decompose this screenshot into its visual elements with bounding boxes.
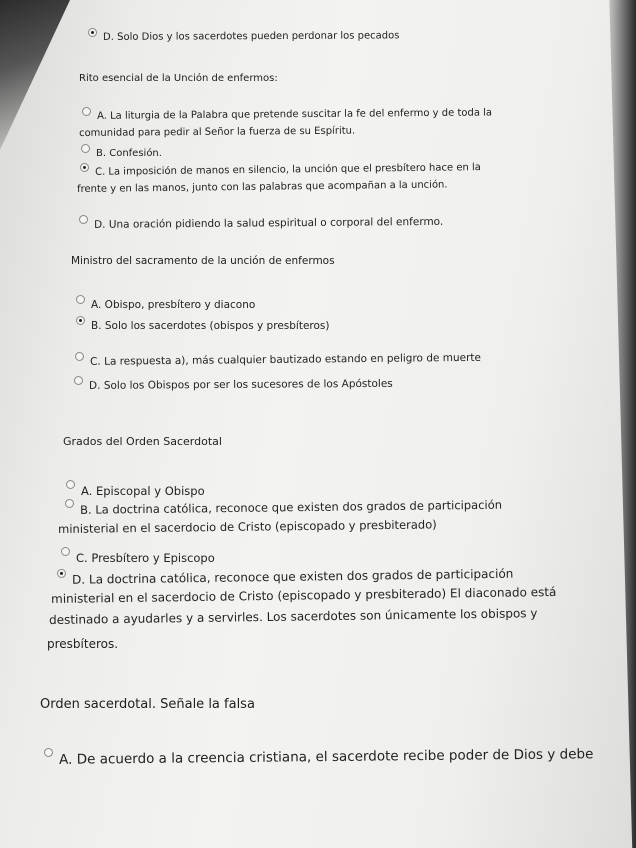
q2-question: Rito esencial de la Unción de enfermos: — [79, 73, 278, 84]
q4-option-b[interactable] — [65, 498, 502, 517]
q1-option-d[interactable] — [88, 30, 399, 43]
q4-option-d-label-cont3: presbíteros. — [47, 637, 119, 651]
q4-option-c-label: C. Presbítero y Episcopo — [76, 551, 215, 565]
q4-option-c-radio[interactable] — [61, 547, 70, 556]
q2-option-d[interactable] — [79, 216, 443, 231]
q2-option-c[interactable] — [80, 162, 481, 178]
q2-option-c-label: C. La imposición de manos en silencio, la unción que el presbítero hace en la — [94, 162, 481, 178]
q5-question: Orden sacerdotal. Señale la falsa — [40, 697, 255, 712]
q2-option-a-radio[interactable] — [82, 107, 91, 116]
q4-option-b-radio[interactable] — [65, 499, 74, 508]
q1-option-d-label: D. Solo Dios y los sacerdotes pueden perdonar los pecados — [102, 30, 400, 43]
q2-option-a-label: A. La liturgia de la Palabra que pretende suscitar la fe del enfermo y de toda la — [96, 107, 493, 122]
q4-option-a-radio[interactable] — [66, 480, 75, 489]
q2-option-a[interactable] — [82, 107, 492, 122]
q4-option-d-radio[interactable] — [57, 569, 66, 578]
q2-option-b-radio[interactable] — [81, 144, 90, 153]
q3-option-a[interactable] — [76, 299, 255, 311]
q4-option-a[interactable] — [66, 484, 205, 498]
q4-option-d-label: D. La doctrina católica, reconoce que existen dos grados de participación — [71, 566, 514, 587]
q4-option-a-label: A. Episcopal y Obispo — [81, 484, 205, 498]
q3-option-b[interactable] — [76, 320, 329, 332]
q3-option-a-radio[interactable] — [76, 295, 85, 304]
q4-option-b-label-cont: ministerial en el sacerdocio de Cristo (episcopado y presbiterado) — [58, 517, 437, 536]
q2-option-d-label: D. Una oración pidiendo la salud espiritual o corporal del enfermo. — [93, 215, 444, 231]
q2-option-d-radio[interactable] — [79, 215, 88, 224]
q3-question: Ministro del sacramento de la unción de enfermos — [71, 255, 335, 267]
q2-option-c-radio[interactable] — [80, 163, 89, 172]
q3-option-b-radio[interactable] — [76, 316, 85, 325]
q5-option-a-label: A. De acuerdo a la creencia cristiana, el sacerdote recibe poder de Dios y debe — [58, 746, 594, 768]
q3-option-d-label: D. Solo los Obispos por ser los sucesores de los Apóstoles — [88, 377, 393, 392]
q1-option-d-radio[interactable] — [88, 28, 97, 37]
page-shadow-left — [0, 0, 70, 150]
q3-option-d[interactable] — [74, 378, 393, 392]
page-shadow-right — [598, 0, 636, 848]
q3-option-d-radio[interactable] — [74, 376, 83, 385]
q3-option-b-label: B. Solo los sacerdotes (obispos y presbíteros) — [91, 320, 330, 332]
q2-option-b[interactable] — [81, 148, 162, 159]
q4-option-d-label-cont2: destinado a ayudarles y a servirles. Los sacerdotes son únicamente los obispos y — [49, 606, 538, 627]
q2-option-b-label: B. Confesión. — [96, 148, 162, 159]
q3-option-c-radio[interactable] — [75, 352, 84, 361]
q2-option-a-label-cont: comunidad para pedir al Señor la fuerza de su Espíritu. — [79, 125, 356, 139]
q2-option-c-label-cont: frente y en las manos, junto con las palabras que acompañan a la unción. — [77, 179, 448, 195]
q4-option-d-label-cont1: ministerial en el sacerdocio de Cristo (episcopado y presbiterado) El diaconado está — [51, 584, 557, 606]
q3-option-a-label: A. Obispo, presbítero y diacono — [91, 299, 256, 311]
q4-question: Grados del Orden Sacerdotal — [63, 435, 222, 448]
q5-option-a[interactable] — [44, 746, 593, 768]
q5-option-a-radio[interactable] — [44, 748, 53, 757]
q3-option-c[interactable] — [75, 352, 481, 368]
q4-option-b-label: B. La doctrina católica, reconoce que existen dos grados de participación — [79, 497, 503, 517]
q3-option-c-label: C. La respuesta a), más cualquier bautizado estando en peligro de muerte — [89, 351, 482, 368]
q4-option-d[interactable] — [57, 567, 513, 587]
q4-option-c[interactable] — [61, 551, 215, 565]
